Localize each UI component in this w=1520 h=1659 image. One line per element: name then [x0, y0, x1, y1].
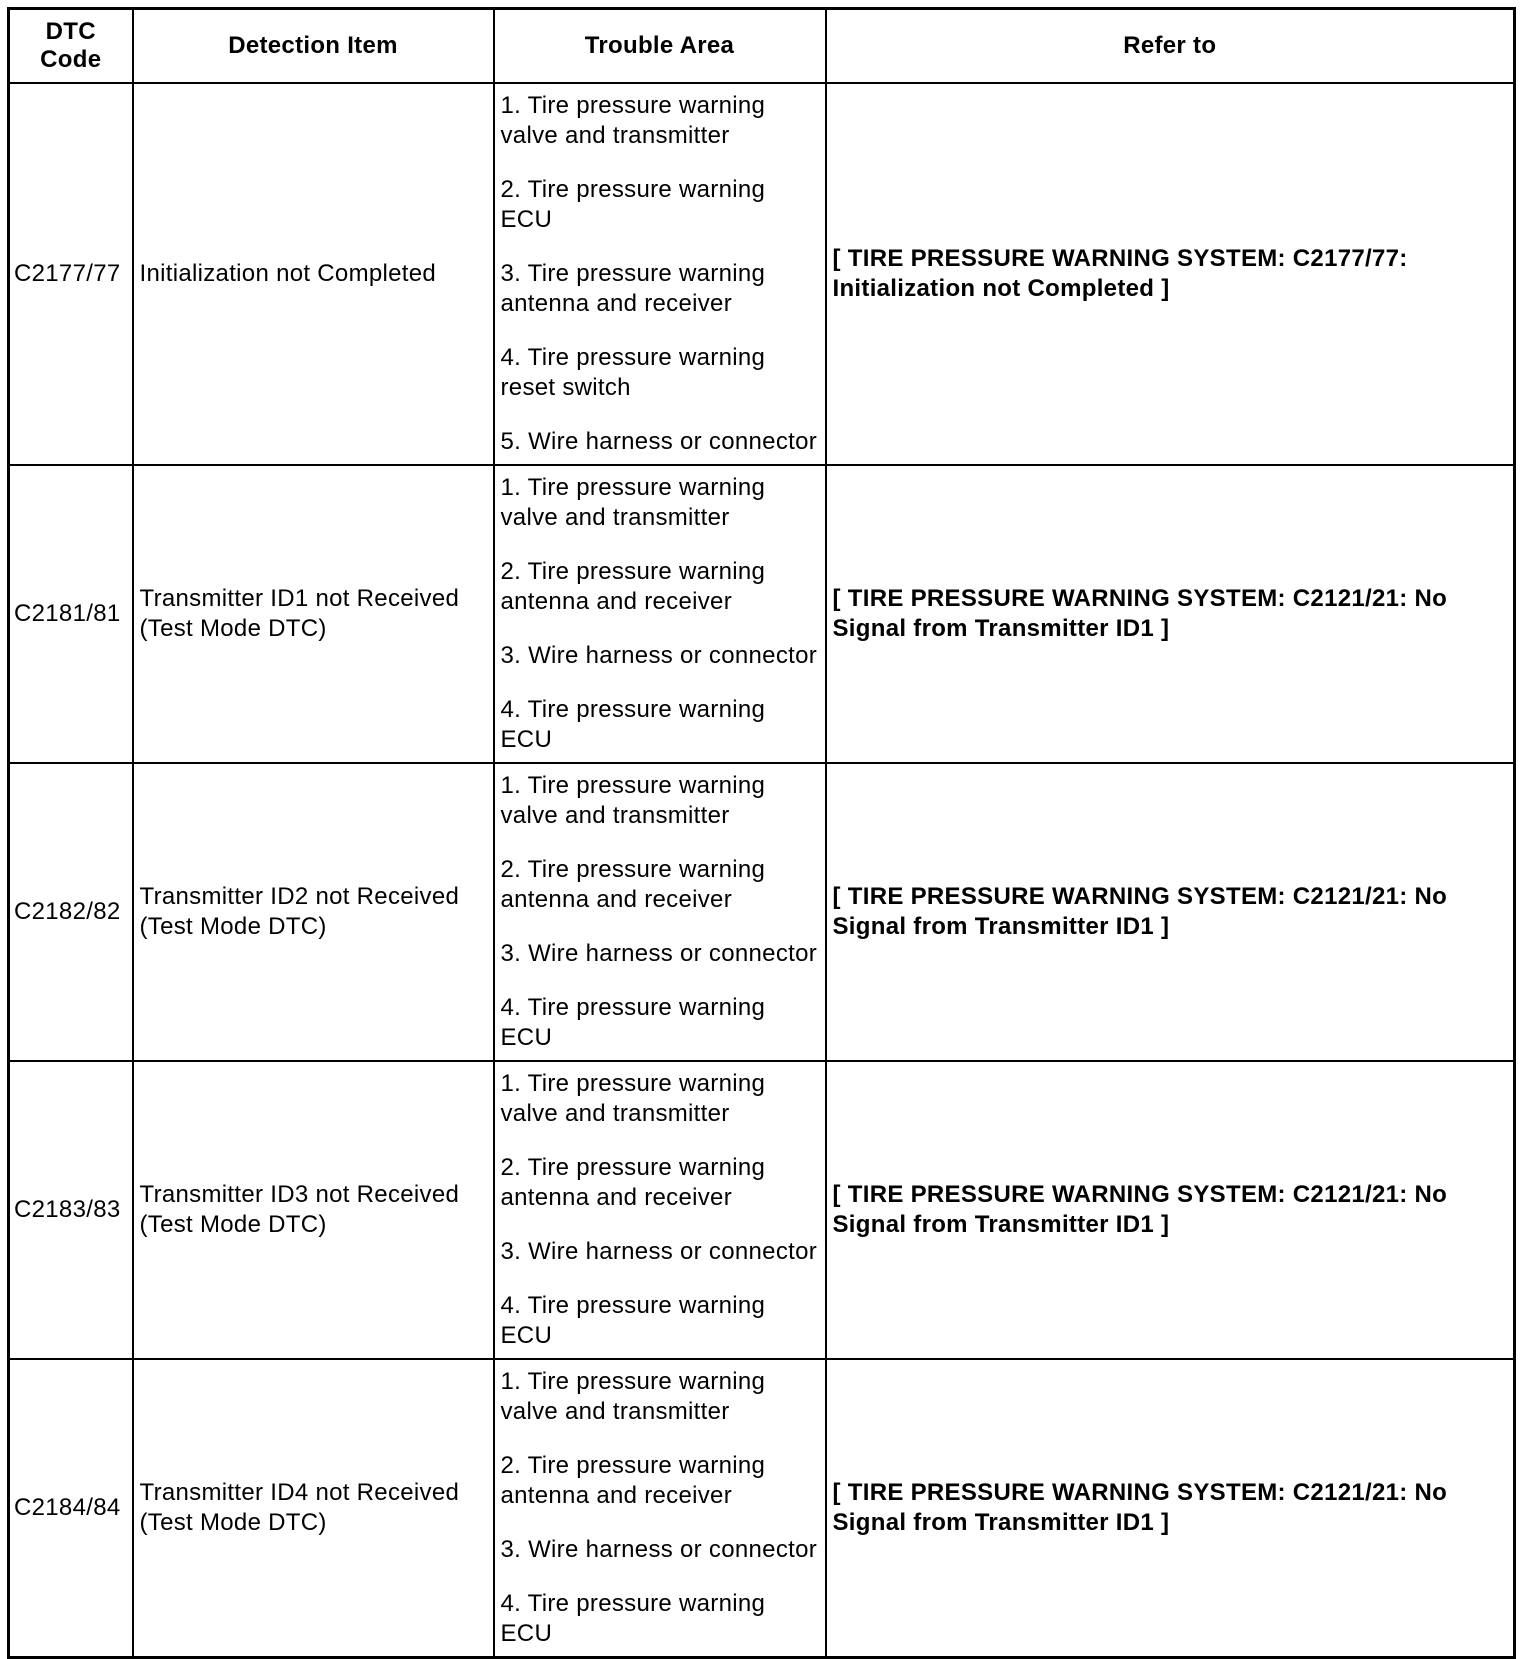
trouble-area-item: 4. Tire pressure warning reset switch — [500, 344, 766, 401]
trouble-area-item: 1. Tire pressure warning valve and transmitter — [500, 1367, 766, 1425]
trouble-area-item: 4. Tire pressure warning ECU — [500, 696, 766, 753]
dtc-code-cell: C2177/77 — [9, 83, 133, 465]
trouble-area-item: 4. Tire pressure warning ECU — [500, 1292, 766, 1349]
dtc-code-cell: C2181/81 — [9, 465, 133, 763]
dtc-code-cell: C2184/84 — [9, 1359, 133, 1657]
detection-item-cell: Transmitter ID2 not Received (Test Mode DTC) — [133, 763, 494, 1061]
dtc-table — [7, 7, 1516, 1659]
detection-item-cell: Transmitter ID4 not Received (Test Mode DTC) — [133, 1359, 494, 1657]
refer-to-link[interactable]: [ TIRE PRESSURE WARNING SYSTEM: C2121/21: No Signal from Transmitter ID1 ] — [826, 1359, 1515, 1657]
trouble-area-item: 1. Tire pressure warning valve and transmitter — [500, 92, 766, 149]
header-dtc-code — [9, 9, 133, 84]
trouble-area-cell — [494, 1061, 826, 1359]
refer-to-link[interactable]: [ TIRE PRESSURE WARNING SYSTEM: C2121/21: No Signal from Transmitter ID1 ] — [826, 763, 1515, 1061]
table-row — [9, 83, 1515, 465]
trouble-area-list — [501, 1069, 821, 1351]
trouble-area-list — [501, 1367, 821, 1649]
detection-item-cell: Transmitter ID3 not Received (Test Mode DTC) — [133, 1061, 494, 1359]
trouble-area-item: 2. Tire pressure warning antenna and receiver — [500, 558, 766, 615]
trouble-area-list — [501, 91, 821, 457]
header-detection-item: Detection Item — [133, 9, 494, 84]
dtc-code-cell: C2183/83 — [9, 1061, 133, 1359]
detection-item-cell: Initialization not Completed — [133, 83, 494, 465]
trouble-area-cell — [494, 1359, 826, 1657]
header-dtc-code-line1: DTC — [45, 18, 96, 45]
refer-to-link[interactable]: [ TIRE PRESSURE WARNING SYSTEM: C2177/77: Initialization not Completed ] — [826, 83, 1515, 465]
table-header — [9, 9, 1515, 84]
trouble-area-cell — [494, 465, 826, 763]
trouble-area-cell — [494, 83, 826, 465]
trouble-area-item: 2. Tire pressure warning antenna and receiver — [500, 1451, 766, 1509]
table-body — [9, 83, 1515, 1657]
trouble-area-item: 3. Wire harness or connector — [500, 642, 818, 669]
trouble-area-item: 3. Wire harness or connector — [500, 1238, 818, 1265]
trouble-area-item: 3. Wire harness or connector — [500, 1535, 818, 1563]
header-dtc-code-line2: Code — [40, 46, 102, 73]
refer-to-link[interactable]: [ TIRE PRESSURE WARNING SYSTEM: C2121/21: No Signal from Transmitter ID1 ] — [826, 1061, 1515, 1359]
trouble-area-item: 4. Tire pressure warning ECU — [500, 994, 766, 1051]
table-row — [9, 763, 1515, 1061]
trouble-area-item: 2. Tire pressure warning antenna and receiver — [500, 856, 766, 913]
trouble-area-item: 4. Tire pressure warning ECU — [500, 1589, 766, 1647]
header-row — [9, 9, 1515, 84]
table-row — [9, 465, 1515, 763]
dtc-code-cell: C2182/82 — [9, 763, 133, 1061]
trouble-area-item: 3. Wire harness or connector — [500, 940, 818, 967]
header-refer-to: Refer to — [826, 9, 1515, 84]
refer-to-link[interactable]: [ TIRE PRESSURE WARNING SYSTEM: C2121/21: No Signal from Transmitter ID1 ] — [826, 465, 1515, 763]
header-trouble-area: Trouble Area — [494, 9, 826, 84]
detection-item-cell: Transmitter ID1 not Received (Test Mode DTC) — [133, 465, 494, 763]
table-row — [9, 1061, 1515, 1359]
trouble-area-item: 2. Tire pressure warning ECU — [500, 176, 766, 233]
trouble-area-list — [501, 473, 821, 755]
trouble-area-list — [501, 771, 821, 1053]
trouble-area-item: 1. Tire pressure warning valve and transmitter — [500, 474, 766, 531]
trouble-area-item: 1. Tire pressure warning valve and transmitter — [500, 1070, 766, 1127]
table-row — [9, 1359, 1515, 1657]
trouble-area-cell — [494, 763, 826, 1061]
trouble-area-item: 1. Tire pressure warning valve and transmitter — [500, 772, 766, 829]
trouble-area-item: 3. Tire pressure warning antenna and receiver — [500, 260, 766, 317]
trouble-area-item: 2. Tire pressure warning antenna and receiver — [500, 1154, 766, 1211]
trouble-area-item: 5. Wire harness or connector — [500, 428, 818, 455]
